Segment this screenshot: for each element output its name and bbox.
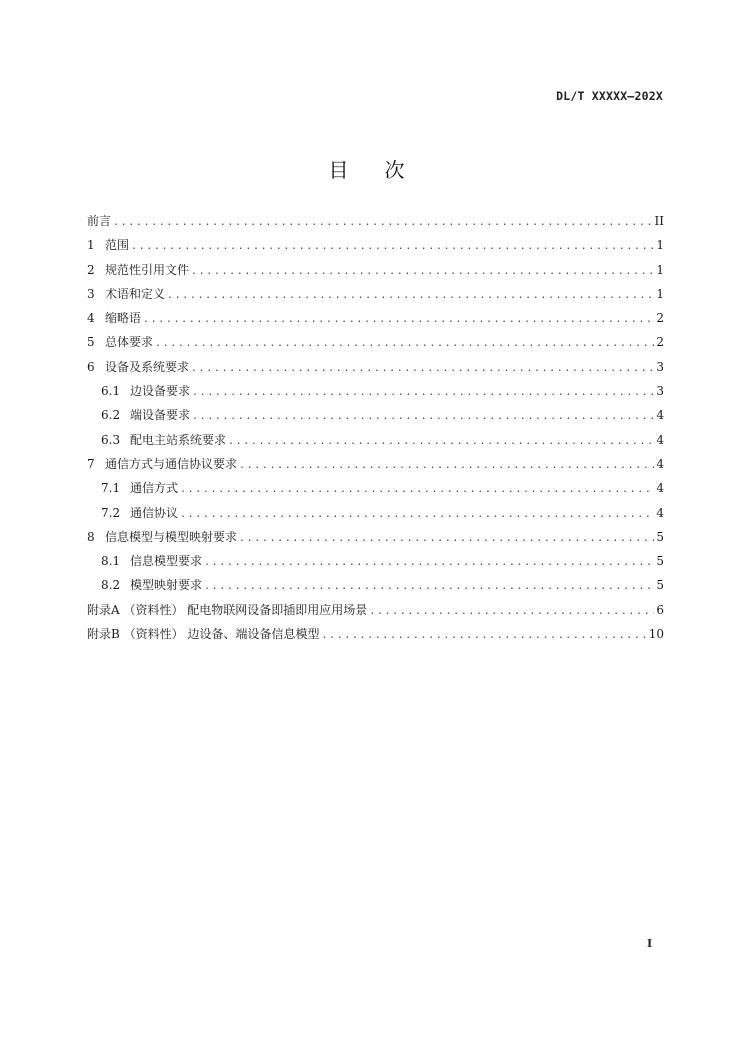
toc-page-number: 4 [656, 456, 664, 471]
toc-entry-8[interactable] [87, 525, 664, 549]
toc-leader [191, 357, 654, 381]
toc-page-number: 6 [656, 602, 664, 617]
toc-entry-7[interactable] [87, 452, 664, 476]
toc-entry-text: 设备及系统要求 [105, 359, 190, 374]
toc-entry-text: 信息模型要求 [130, 554, 203, 569]
toc-entry-6-1[interactable] [87, 379, 664, 403]
toc-entry-appendix-b[interactable] [87, 622, 664, 646]
toc-entry-number: 7.1 [101, 481, 121, 496]
toc-entry-8-1[interactable] [87, 549, 664, 573]
toc-entry-text: 前言 [87, 214, 112, 228]
toc-leader [204, 575, 654, 599]
toc-page-number: 2 [656, 311, 664, 326]
toc-entry-number: 7.2 [101, 505, 121, 520]
toc-leader [143, 308, 654, 332]
toc-leader [192, 405, 654, 429]
toc-entry-number: 4 [87, 311, 95, 326]
toc-entry-text: 术语和定义 [105, 286, 166, 301]
toc-leader [369, 600, 654, 624]
toc-entry-6-3[interactable] [87, 428, 664, 452]
toc-entry-3[interactable] [87, 282, 664, 306]
toc-entry-number: 1 [87, 238, 95, 253]
toc-entry-8-2[interactable] [87, 573, 664, 597]
toc-list [87, 209, 664, 646]
toc-entry-text: 范围 [105, 238, 130, 253]
toc-entry-number: 6.1 [101, 384, 121, 399]
toc-entry-text: 边设备要求 [130, 384, 191, 399]
toc-leader [228, 430, 654, 454]
toc-entry-text: 规范性引用文件 [105, 262, 190, 277]
toc-entry-text: 总体要求 [105, 335, 154, 350]
toc-page-number: 4 [656, 481, 664, 496]
toc-entry-number: 8.2 [101, 578, 121, 593]
toc-leader [180, 503, 654, 527]
toc-entry-number: 8.1 [101, 554, 121, 569]
toc-page-number: 1 [656, 238, 664, 253]
toc-entry-6-2[interactable] [87, 403, 664, 427]
toc-page-number: 1 [656, 262, 664, 277]
toc-entry-7-1[interactable] [87, 476, 664, 500]
toc-page-number: 4 [656, 408, 664, 423]
toc-leader [321, 624, 646, 648]
toc-page-number: 5 [656, 554, 664, 569]
toc-entry-appendix-a[interactable] [87, 598, 664, 622]
toc-entry-text: 配电主站系统要求 [130, 432, 227, 447]
toc-entry-7-2[interactable] [87, 501, 664, 525]
toc-page-number: 2 [656, 335, 664, 350]
toc-entry-number: 3 [87, 286, 95, 301]
toc-entry-text: 附录A （资料性） 配电物联网设备即插即用应用场景 [87, 602, 368, 617]
toc-entry-5[interactable] [87, 330, 664, 354]
page-number: I [647, 937, 653, 950]
toc-entry-2[interactable] [87, 258, 664, 282]
toc-entry-text: 端设备要求 [130, 408, 191, 423]
toc-leader [131, 235, 654, 259]
toc-page-number: 10 [648, 627, 664, 642]
toc-entry-number: 6.3 [101, 432, 121, 447]
toc-leader [239, 454, 654, 478]
toc-leader [192, 381, 654, 405]
toc-leader [113, 211, 653, 235]
toc-entry-text: 附录B （资料性） 边设备、端设备信息模型 [87, 627, 320, 642]
toc-title [0, 154, 733, 183]
toc-entry-text: 通信方式与通信协议要求 [105, 456, 238, 471]
toc-entry-4[interactable] [87, 306, 664, 330]
toc-entry-number: 5 [87, 335, 95, 350]
toc-leader [180, 478, 654, 502]
toc-entry-1[interactable] [87, 233, 664, 257]
toc-entry-text: 信息模型与模型映射要求 [105, 529, 238, 544]
toc-entry-number: 7 [87, 456, 95, 471]
toc-title-part1: 目 [328, 158, 349, 182]
toc-page-number: 1 [656, 286, 664, 301]
toc-entry-foreword[interactable] [87, 209, 664, 233]
toc-page-number: 3 [656, 384, 664, 399]
document-code: DL/T XXXXX—202X [556, 89, 663, 103]
toc-entry-text: 通信方式 [130, 481, 179, 496]
toc-page-number: 5 [656, 529, 664, 544]
toc-leader [167, 284, 654, 308]
toc-entry-text: 缩略语 [105, 311, 142, 326]
toc-page-number: 3 [656, 359, 664, 374]
toc-entry-number: 8 [87, 529, 95, 544]
toc-entry-number: 6 [87, 359, 95, 374]
toc-leader [204, 551, 654, 575]
toc-leader [155, 332, 654, 356]
toc-leader [191, 260, 654, 284]
toc-entry-text: 通信协议 [130, 505, 179, 520]
toc-entry-6[interactable] [87, 355, 664, 379]
toc-title-part2: 次 [384, 158, 405, 182]
toc-entry-number: 6.2 [101, 408, 121, 423]
toc-page-number: 4 [656, 432, 664, 447]
toc-leader [239, 527, 654, 551]
toc-page-number: 5 [656, 578, 664, 593]
toc-page-number: 4 [656, 505, 664, 520]
toc-entry-number: 2 [87, 262, 95, 277]
toc-page-number: II [654, 214, 664, 228]
toc-entry-text: 模型映射要求 [130, 578, 203, 593]
